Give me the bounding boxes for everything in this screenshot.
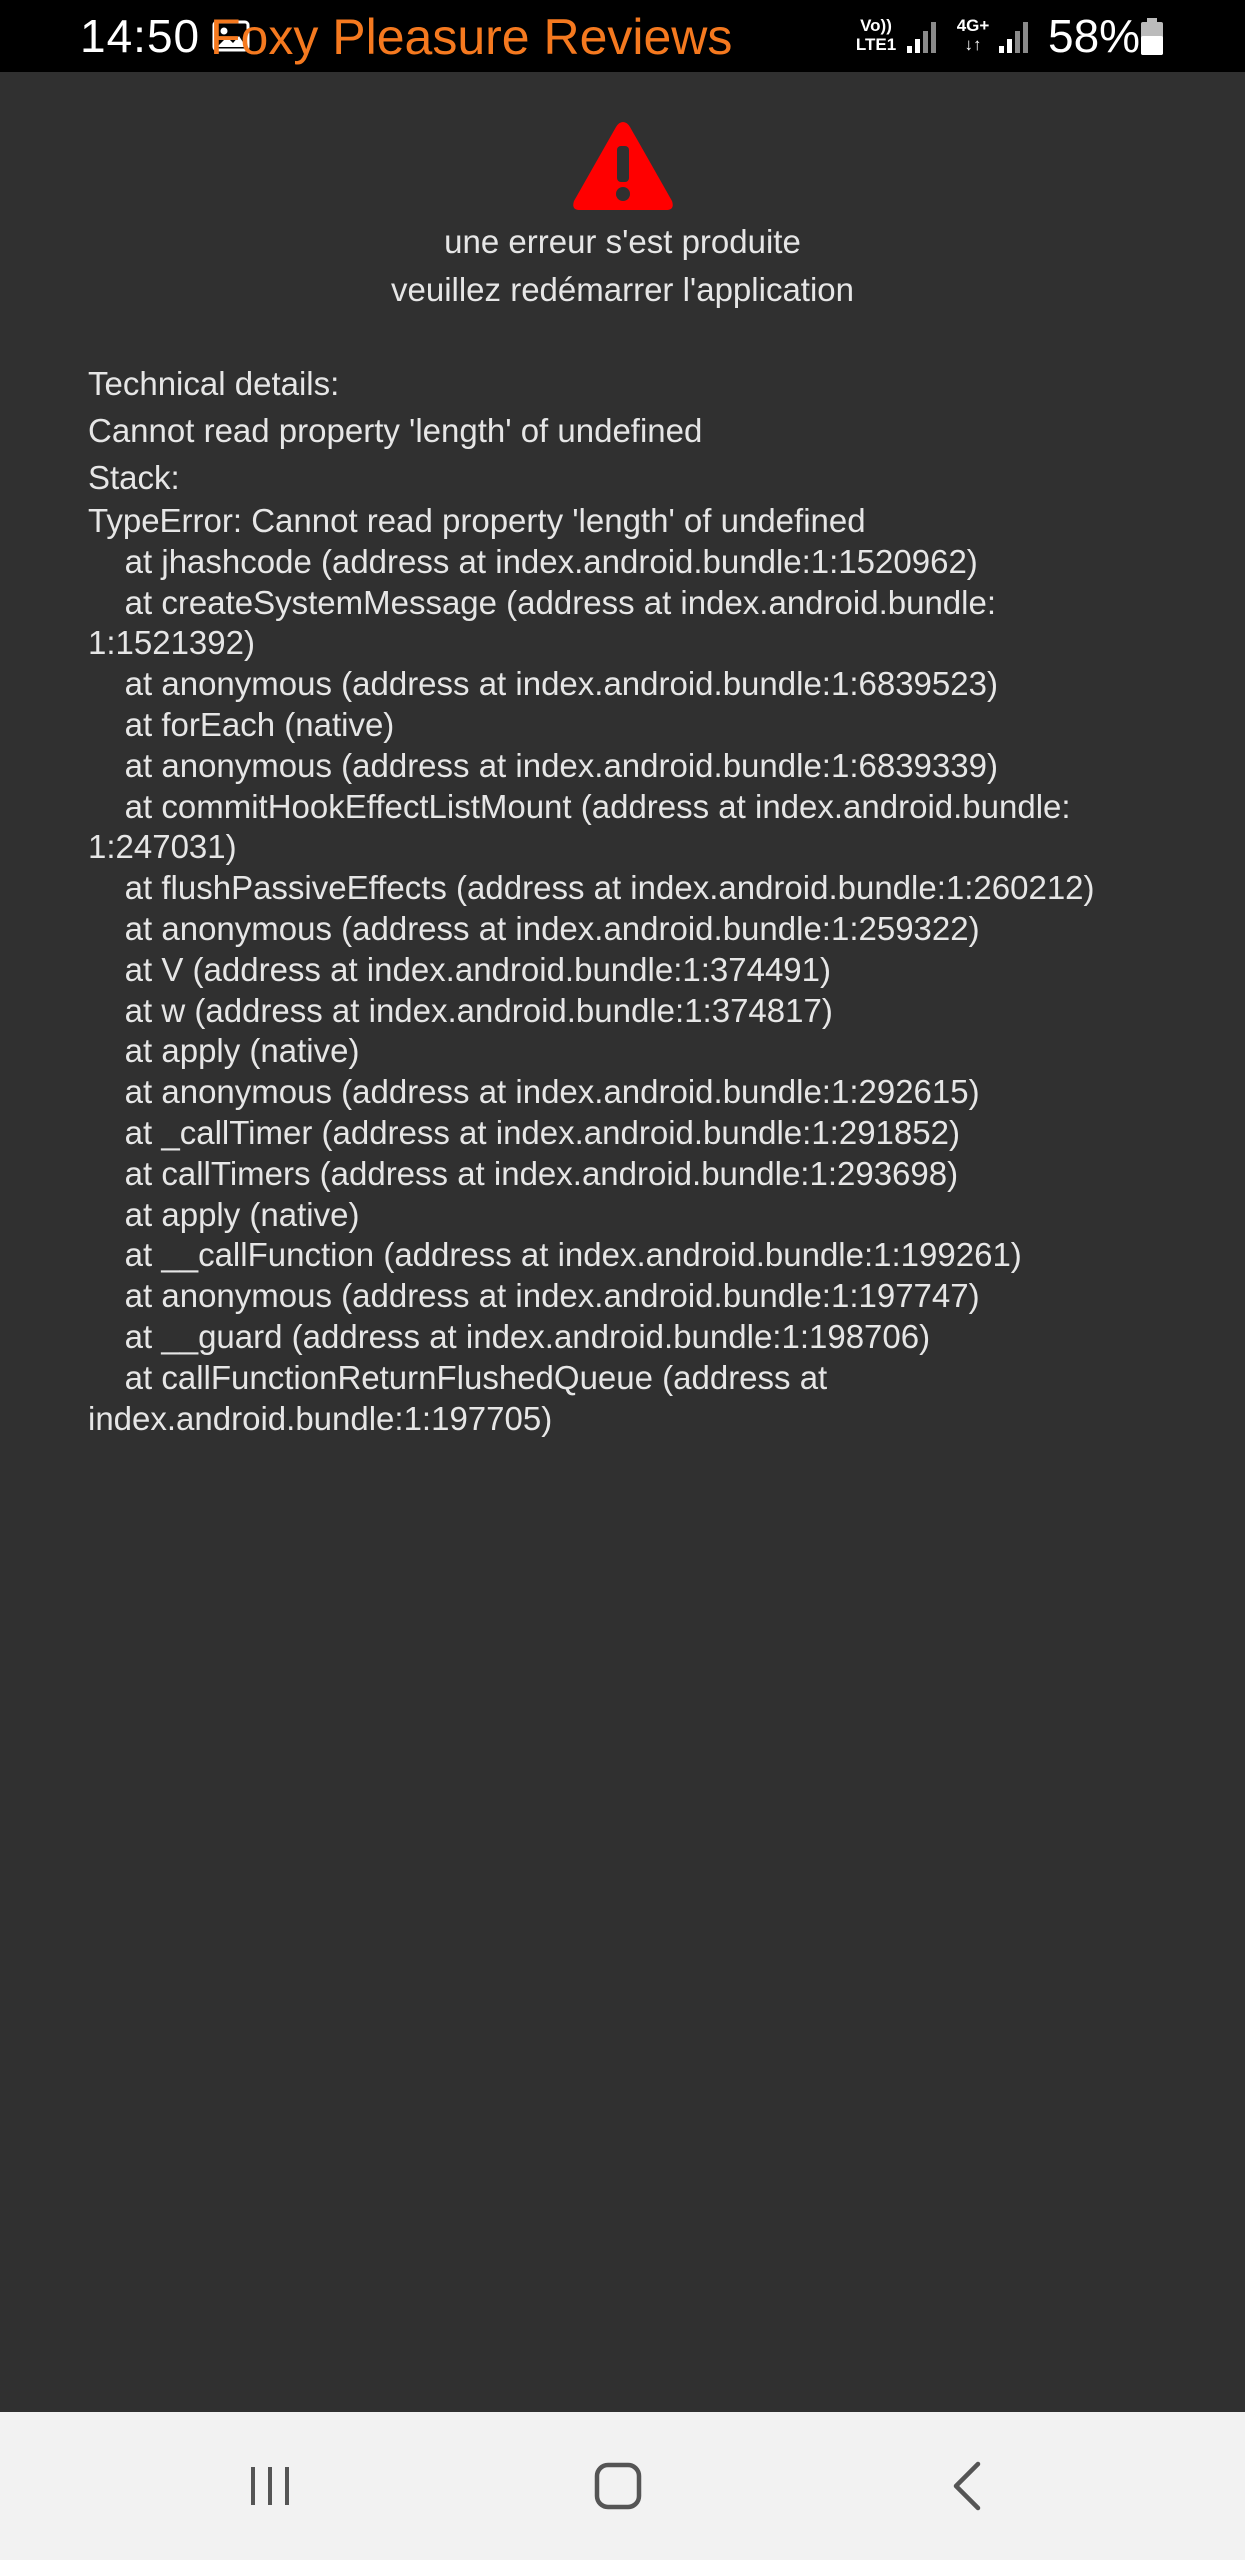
error-title: une erreur s'est produite — [444, 223, 801, 260]
status-bar — [0, 0, 1245, 72]
app-name-overlay: Foxy Pleasure Reviews — [210, 9, 733, 65]
battery-percentage: 58% — [1048, 10, 1141, 62]
network-type-label: 4G+ — [956, 16, 990, 35]
error-message: Cannot read property 'length' of undefined — [88, 412, 703, 449]
volte-indicator — [852, 16, 900, 54]
network-type-indicator — [952, 16, 994, 54]
battery-icon — [1140, 18, 1164, 56]
technical-details — [88, 360, 1188, 1439]
stack-label: Stack: — [88, 459, 180, 496]
volte-label: Vo)) — [860, 16, 892, 35]
details-label: Technical details: — [88, 365, 340, 402]
lte-label: LTE1 — [855, 35, 897, 54]
stack-trace: TypeError: Cannot read property 'length' of undefined at jhashcode (address at index.android.bundle:1:1520962) at createSystemMessage (address at index.android.bundle: 1:1521392) at anonymous (address at index.android.bundle:1:6839523) at forEach (native) at anonymous (address at index.android.bundle:1:6839339) at commitHookEffectListMount (address at index.android.bundle: 1:247031) at flushPassiveEffects (address at index.android.bundle:1:260212) at anonymous (address at index.android.bundle:1:259322) at V (address at index.android.bundle:1:374491) at w (address at index.android.bundle:1:374817) at apply (native) at anonymous (address at index.android.bundle:1:292615) at _callTimer (address at index.android.bundle:1:291852) at callTimers (address at index.android.bundle:1:293698) at apply (native) at __callFunction (address at index.android.bundle:1:199261) at anonymous (address at index.android.bundle:1:197747) at __guard (address at index.android.bundle:1:198706) at callFunctionReturnFlushedQueue (address at index.android.bundle:1:197705) — [88, 502, 1095, 1437]
error-subtitle: veuillez redémarrer l'application — [390, 271, 854, 308]
data-arrows-label: ↓↑ — [964, 35, 982, 54]
signal-icon — [998, 18, 1032, 54]
home-icon[interactable] — [588, 2456, 648, 2516]
warning-icon — [570, 118, 676, 214]
recents-icon[interactable] — [240, 2456, 300, 2516]
navigation-bar — [0, 2412, 1245, 2560]
signal-icon — [906, 18, 940, 54]
back-icon[interactable] — [940, 2456, 1000, 2516]
clock: 14:50 — [80, 10, 201, 62]
